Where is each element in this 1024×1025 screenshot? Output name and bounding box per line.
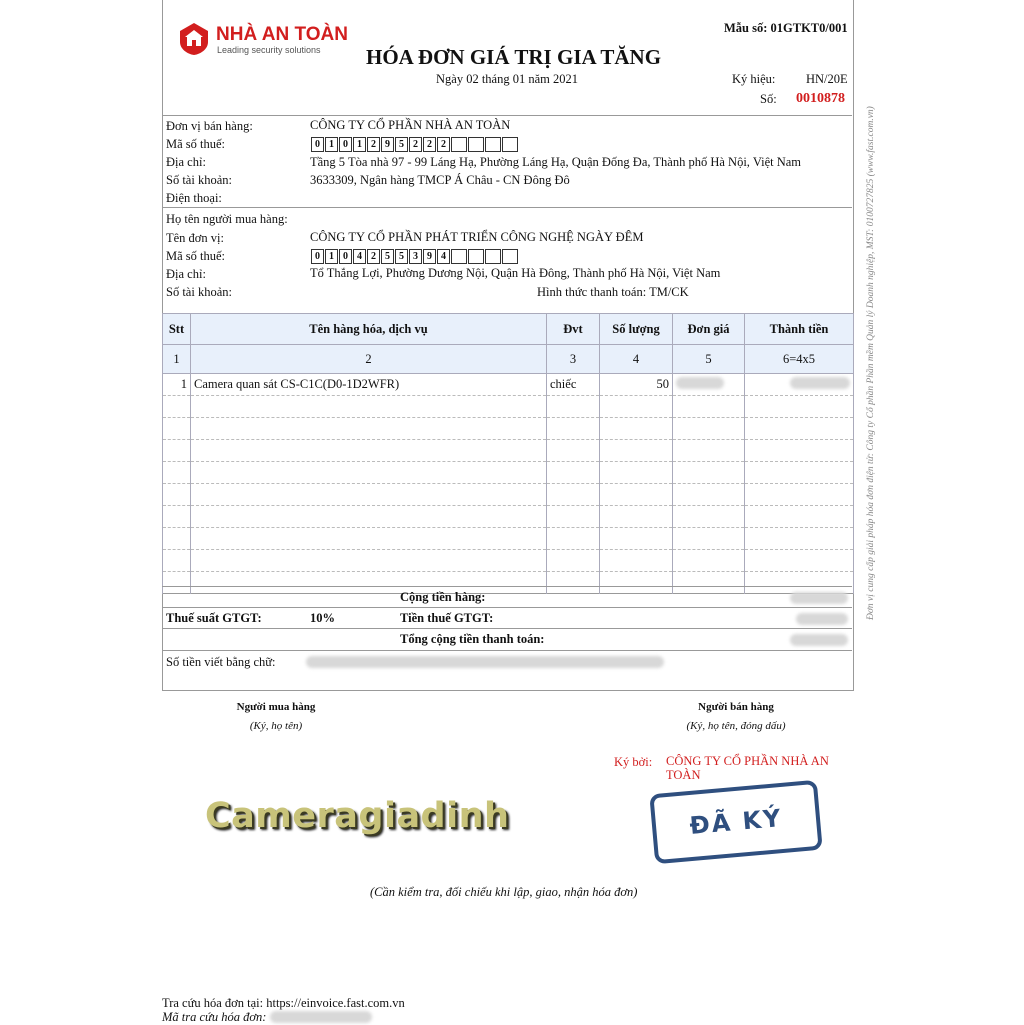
tax-digit: [485, 249, 501, 264]
brand-name: NHÀ AN TOÀN: [216, 24, 348, 45]
empty-row: [163, 440, 854, 462]
payment-method: Hình thức thanh toán: TM/CK: [537, 285, 689, 299]
buyer-person-label: Họ tên người mua hàng:: [166, 212, 288, 226]
stamp-text: ĐÃ KÝ: [688, 804, 784, 841]
buyer-account-label: Số tài khoản:: [166, 285, 232, 299]
totals-divider: [162, 607, 852, 608]
seller-address: Tầng 5 Tòa nhà 97 - 99 Láng Hạ, Phường Láng Hạ, Quận Đống Đa, Thành phố Hà Nội, Việt Nam: [310, 155, 802, 169]
tax-digit: 1: [353, 137, 366, 152]
number-label: Số:: [760, 92, 777, 106]
totals-divider: [162, 650, 852, 651]
vat-rate-value: 10%: [310, 611, 335, 625]
empty-row: [163, 396, 854, 418]
vat-rate-label: Thuế suất GTGT:: [166, 611, 262, 625]
col-number: 3: [547, 345, 600, 374]
row-unit: chiếc: [547, 374, 600, 396]
vat-amount-label: Tiền thuế GTGT:: [400, 611, 494, 625]
col-number: 5: [673, 345, 745, 374]
column-number-row: [163, 345, 854, 374]
subtotal-label: Cộng tiền hàng:: [400, 590, 486, 604]
seller-name: CÔNG TY CỔ PHẦN NHÀ AN TOÀN: [310, 118, 511, 132]
tax-digit: 5: [395, 137, 408, 152]
seller-account-label: Số tài khoản:: [166, 173, 232, 187]
buyer-address-label: Địa chỉ:: [166, 267, 206, 281]
house-shield-icon: [178, 22, 210, 56]
seller-account: 3633309, Ngân hàng TMCP Á Châu - CN Đông Đô: [310, 173, 570, 187]
seller-divider: [162, 207, 852, 208]
seller-tax-label: Mã số thuế:: [166, 137, 226, 151]
symbol-label: Ký hiệu:: [732, 72, 776, 86]
empty-row: [163, 418, 854, 440]
tax-digit: [485, 137, 501, 152]
col-header-name: Tên hàng hóa, dịch vụ: [191, 314, 547, 345]
seller-signature-note: (Ký, họ tên, đóng dấu): [686, 720, 786, 732]
signed-by-company: CÔNG TY CỔ PHẦN NHÀ AN TOÀN: [666, 754, 829, 782]
tax-digit: [468, 249, 484, 264]
empty-row: [163, 484, 854, 506]
lookup-code-redacted: [270, 1011, 372, 1023]
invoice-date: Ngày 02 tháng 01 năm 2021: [436, 72, 578, 86]
tax-digit: 2: [367, 137, 380, 152]
lookup-code-label: Mã tra cứu hóa đơn:: [162, 1010, 267, 1024]
row-qty: 50: [600, 374, 673, 396]
tax-digit: 9: [381, 137, 394, 152]
col-header-price: Đơn giá: [673, 314, 745, 345]
totals-top-divider: [162, 586, 852, 587]
tax-digit: 1: [325, 137, 338, 152]
check-note: (Cần kiểm tra, đối chiếu khi lập, giao, nhận hóa đơn): [370, 885, 638, 899]
seller-name-label: Đơn vị bán hàng:: [166, 119, 253, 133]
tax-digit: 0: [339, 249, 352, 264]
row-total-redacted: [745, 374, 854, 396]
col-header-qty: Số lượng: [600, 314, 673, 345]
signed-by-label: Ký bởi:: [614, 755, 653, 769]
row-price-redacted: [673, 374, 745, 396]
seller-address-label: Địa chỉ:: [166, 155, 206, 169]
tax-digit: 0: [311, 249, 324, 264]
seller-tax-code: [311, 137, 519, 152]
provider-side-note: Đơn vị cung cấp giải pháp hóa đơn điện tử: Công ty Cổ phần Phần mềm Quản lý Doanh nghiệp, MST: 0100727825 (www.fast.com.vn): [866, 106, 876, 620]
col-number: 2: [191, 345, 547, 374]
empty-row: [163, 572, 854, 594]
header-divider: [162, 115, 852, 116]
col-number: 4: [600, 345, 673, 374]
col-header-unit: Đvt: [547, 314, 600, 345]
tax-digit: 5: [395, 249, 408, 264]
buyer-signature-title: Người mua hàng: [236, 701, 316, 713]
tax-digit: 2: [409, 137, 422, 152]
tax-digit: 0: [339, 137, 352, 152]
empty-row: [163, 462, 854, 484]
grand-total-redacted: [790, 634, 848, 646]
col-number: 1: [163, 345, 191, 374]
seller-signature-title: Người bán hàng: [698, 701, 774, 713]
tax-digit: 1: [325, 249, 338, 264]
tax-digit: 3: [409, 249, 422, 264]
tax-digit: 5: [381, 249, 394, 264]
buyer-unit-label: Tên đơn vị:: [166, 231, 224, 245]
tax-digit: [468, 137, 484, 152]
totals-divider: [162, 628, 852, 629]
brand-tagline: Leading security solutions: [217, 45, 321, 55]
tax-digit: [502, 137, 518, 152]
items-table: [162, 313, 854, 594]
empty-row: [163, 506, 854, 528]
form-number: Mẫu số: 01GTKT0/001: [724, 21, 848, 35]
buyer-signature-note: (Ký, họ tên): [249, 720, 303, 732]
buyer-tax-code: [311, 249, 519, 264]
tax-digit: 9: [423, 249, 436, 264]
subtotal-redacted: [790, 592, 848, 604]
tax-digit: 4: [353, 249, 366, 264]
col-number: 6=4x5: [745, 345, 854, 374]
empty-row: [163, 528, 854, 550]
tax-digit: [451, 137, 467, 152]
tax-digit: 4: [437, 249, 450, 264]
tax-digit: [451, 249, 467, 264]
table-row: [163, 374, 854, 396]
buyer-unit: CÔNG TY CỔ PHẦN PHÁT TRIỂN CÔNG NGHỆ NGÀY ĐÊM: [310, 230, 644, 244]
row-stt: 1: [163, 374, 191, 396]
tax-digit: 0: [311, 137, 324, 152]
seller-phone-label: Điện thoại:: [166, 191, 222, 205]
tax-digit: 2: [367, 249, 380, 264]
vat-amount-redacted: [796, 613, 848, 625]
col-header-total: Thành tiền: [745, 314, 854, 345]
buyer-address: Tổ Thắng Lợi, Phường Dương Nội, Quận Hà Đông, Thành phố Hà Nội, Việt Nam: [310, 266, 721, 280]
tax-digit: 2: [423, 137, 436, 152]
tax-digit: [502, 249, 518, 264]
amount-in-words-label: Số tiền viết bằng chữ:: [166, 655, 276, 669]
tax-digit: 2: [437, 137, 450, 152]
col-header-stt: Stt: [163, 314, 191, 345]
grand-total-label: Tổng cộng tiền thanh toán:: [400, 632, 545, 646]
symbol-value: HN/20E: [806, 72, 848, 86]
lookup-text: Tra cứu hóa đơn tại: https://einvoice.fast.com.vn: [162, 996, 405, 1010]
invoice-number: 0010878: [796, 91, 845, 106]
empty-row: [163, 550, 854, 572]
amount-in-words-redacted: [306, 656, 664, 668]
table-header-row: [163, 314, 854, 345]
signed-stamp: [649, 780, 822, 864]
watermark-logo: Cameragiadinh: [205, 796, 510, 836]
buyer-tax-label: Mã số thuế:: [166, 249, 226, 263]
invoice-title: HÓA ĐƠN GIÁ TRỊ GIA TĂNG: [366, 45, 662, 69]
row-product-name: Camera quan sát CS-C1C(D0-1D2WFR): [191, 374, 547, 396]
